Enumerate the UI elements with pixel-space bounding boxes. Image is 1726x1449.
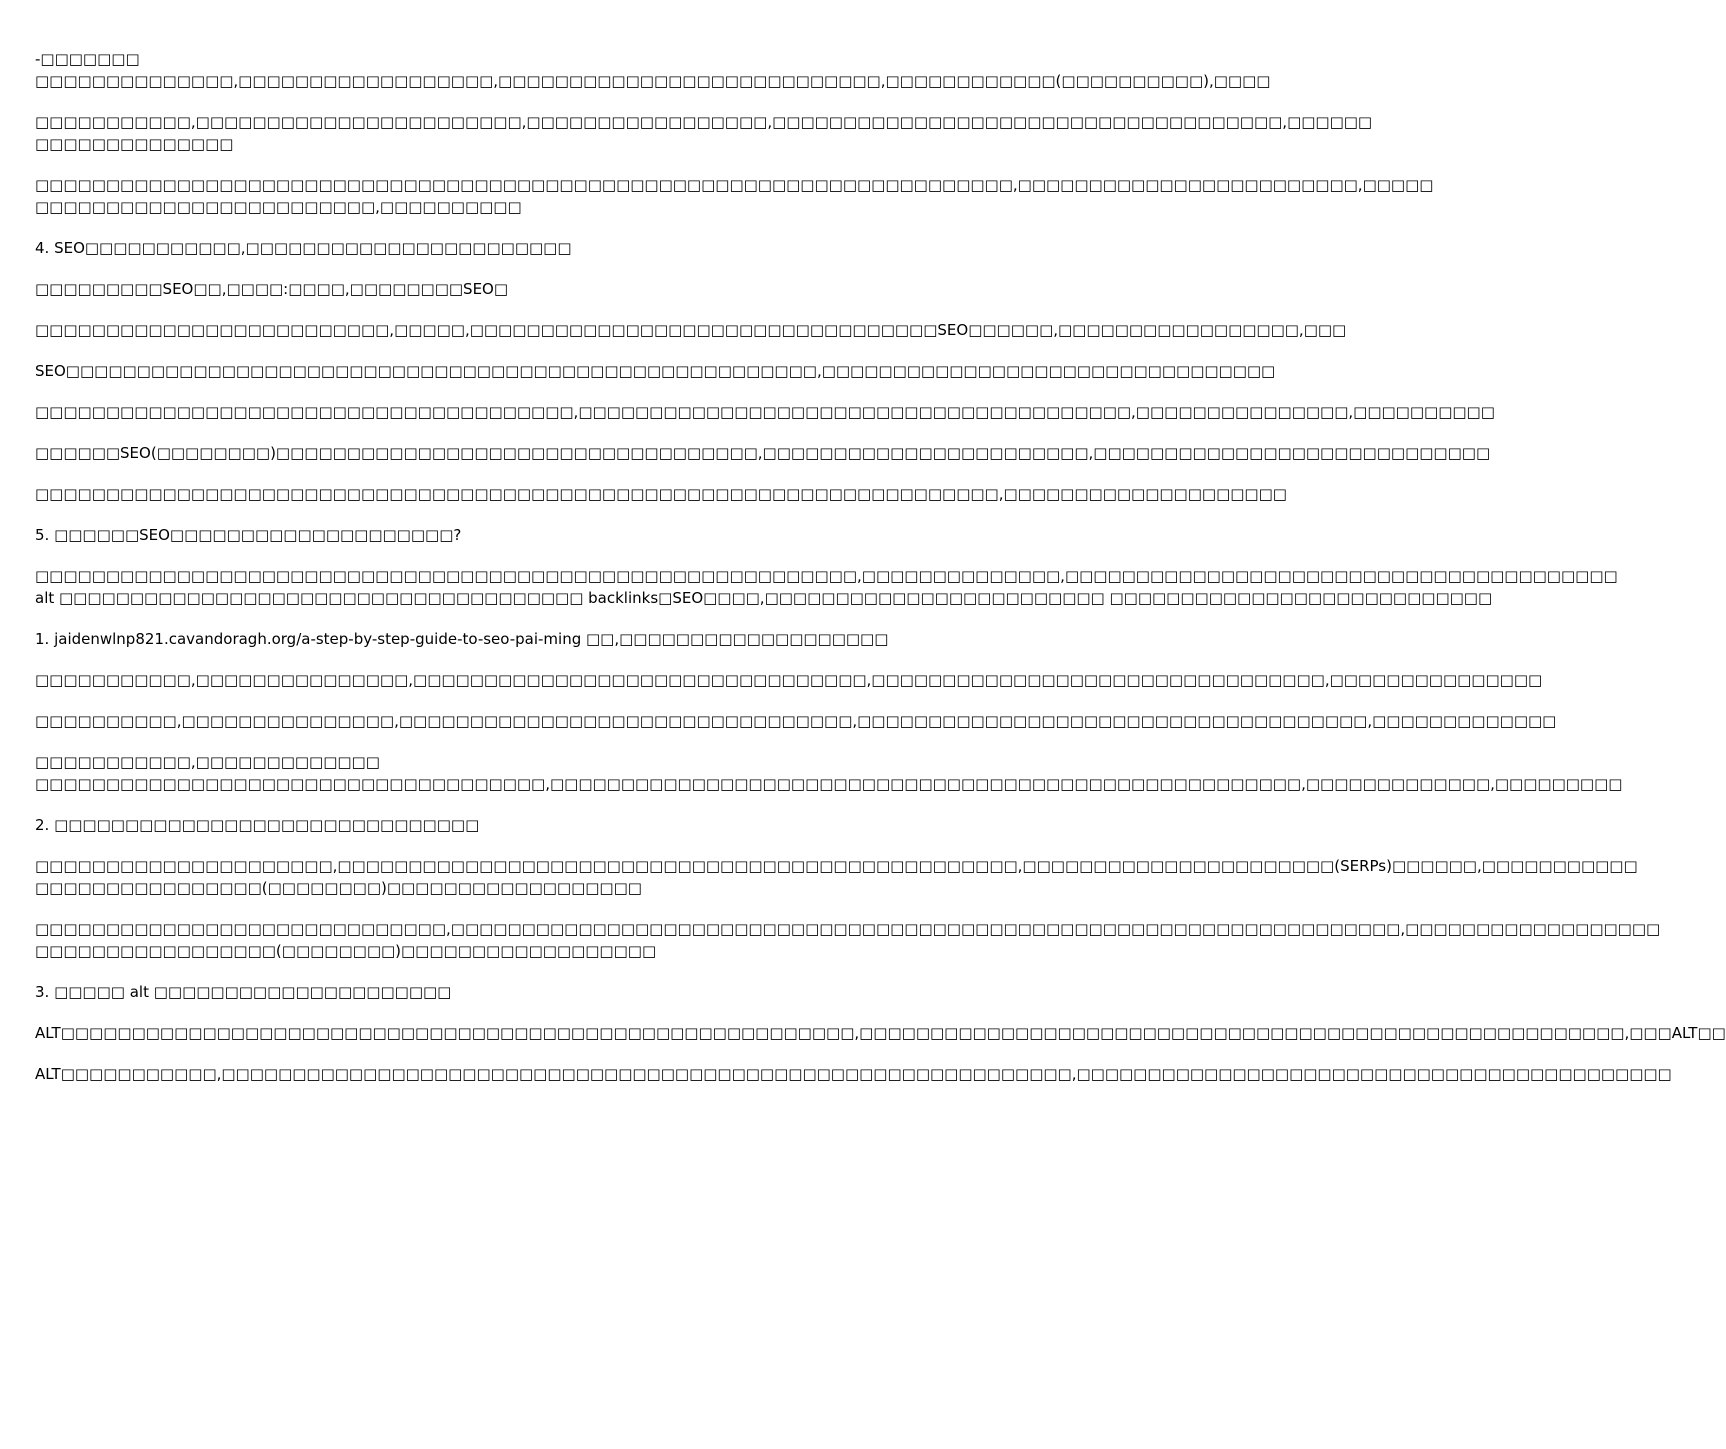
heading-line: 5. □□□□□□SEO□□□□□□□□□□□□□□□□□□□□? — [35, 526, 462, 544]
list-item-line: 3. □□□□□ alt □□□□□□□□□□□□□□□□□□□□□ — [35, 983, 452, 1001]
paragraph-line: □□□□□□□□□□,□□□□□□□□□□□□□□□,□□□□□□□□□□□□□□□□□□□□□□□□□□□□□□□□,□□□□□□□□□□□□□□□□□□□□□□□□□□□□□□□□□□□□,□□□□□□□□□□□□□ — [35, 712, 1557, 730]
paragraph-2 — [35, 111, 1373, 155]
paragraph-line: □□□□□□□□□□□□□□□□□□□□□□□□□□□□□□□□□□□□□□□□□□□□□□□□□□□□□□□□□□,□□□□□□□□□□□□□□,□□□□□□□□□□□□□□□□□□□□□□□□□□□□□□□□□□□□□□□ — [35, 567, 1618, 585]
paragraph-line: □□□□□□□□□□□□□□□□□□□□□□□□□□□□□,□□□□□□□□□□□□□□□□□□□□□□□□□□□□□□□□□□□□□□□□□□□□□□□□□□□□□□□□□□□□□□□□□□□,□□□□□□□□□□□□□□□□□□ — [35, 920, 1661, 938]
paragraph-line: □□□□□□□□□□□□□□□□□(□□□□□□□□)□□□□□□□□□□□□□□□□□□ — [35, 942, 657, 960]
paragraph-line: □□□□□□□□□□□,□□□□□□□□□□□□□□□,□□□□□□□□□□□□□□□□□□□□□□□□□□□□□□□□,□□□□□□□□□□□□□□□□□□□□□□□□□□□□□□□□,□□□□□□□□□□□□□□□ — [35, 671, 1543, 689]
paragraph-3 — [35, 174, 1434, 218]
paragraph-18 — [35, 855, 1638, 899]
paragraph-line: □□□□□□□□□SEO□□,□□□□:□□□□,□□□□□□□□SEO□ — [35, 280, 509, 298]
list-item-1 — [35, 628, 990, 650]
paragraph-1 — [35, 48, 1271, 92]
paragraph-line: SEO□□□□□□□□□□□□□□□□□□□□□□□□□□□□□□□□□□□□□□□□□□□□□□□□□□□□□,□□□□□□□□□□□□□□□□□□□□□□□□□□□□□□□□ — [35, 362, 1276, 380]
paragraph-7 — [35, 360, 1276, 382]
paragraph-line: □□□□□□□□□□□□□□□□(□□□□□□□□)□□□□□□□□□□□□□□□□□□ — [35, 879, 642, 897]
paragraph-line: □□□□□□□□□□□□□□□□□□□□□□□□,□□□□□□□□□□ — [35, 198, 522, 216]
section-heading-4 — [35, 237, 990, 259]
paragraph-9 — [35, 442, 1491, 464]
paragraph-line: □□□□□□□□□□□□□□,□□□□□□□□□□□□□□□□□□,□□□□□□□□□□□□□□□□□□□□□□□□□□□,□□□□□□□□□□□□(□□□□□□□□□□),□□□□ — [35, 72, 1271, 90]
paragraph-line: □□□□□□□□□□□□□□□□□□□□□,□□□□□□□□□□□□□□□□□□□□□□□□□□□□□□□□□□□□□□□□□□□□□□□□,□□□□□□□□□□□□□□□□□□□□□□(SERPs)□□□□□□,□□□□□□□□□□□ — [35, 857, 1638, 875]
paragraph-14 — [35, 669, 1543, 691]
paragraph-16 — [35, 751, 1623, 795]
list-item-2 — [35, 814, 990, 836]
paragraph-line: □□□□□□SEO(□□□□□□□□)□□□□□□□□□□□□□□□□□□□□□□□□□□□□□□□□□□,□□□□□□□□□□□□□□□□□□□□□□□,□□□□□□□□□□□□□□□□□□□□□□□□□□□□ — [35, 444, 1491, 462]
paragraph-line: alt □□□□□□□□□□□□□□□□□□□□□□□□□□□□□□□□□□□□□ backlinks□SEO□□□□,□□□□□□□□□□□□□□□□□□□□□□□□ □□□□□□□□□□□□□□□□□□□□□□□□□□□ — [35, 589, 1493, 607]
paragraph-line: ALT□□□□□□□□□□□□□□□□□□□□□□□□□□□□□□□□□□□□□□□□□□□□□□□□□□□□□□□□,□□□□□□□□□□□□□□□□□□□□□□□□□□□□□□□□□□□□□□□□□□□□□□□□□□□□□□,□□□ALT□□ — [35, 1024, 1726, 1042]
paragraph-line: -□□□□□□□ — [35, 50, 140, 68]
paragraph-15 — [35, 710, 1557, 732]
paragraph-line: ALT□□□□□□□□□□□,□□□□□□□□□□□□□□□□□□□□□□□□□□□□□□□□□□□□□□□□□□□□□□□□□□□□□□□□□□□□,□□□□□□□□□□□□□□□□□□□□□□□□□□□□□□□□□□□□□□□□□□ — [35, 1065, 1672, 1083]
heading-line: 4. SEO□□□□□□□□□□□,□□□□□□□□□□□□□□□□□□□□□□□ — [35, 239, 572, 257]
list-item-3 — [35, 981, 990, 1003]
paragraph-10 — [35, 483, 1287, 505]
paragraph-line: □□□□□□□□□□□□□□□□□□□□□□□□□□□□□□□□□□□□,□□□□□□□□□□□□□□□□□□□□□□□□□□□□□□□□□□□□□□□□□□□□□□□□□□□□□,□□□□□□□□□□□□□,□□□□□□□□□ — [35, 775, 1623, 793]
paragraph-21 — [35, 1022, 1726, 1044]
paragraph-line: □□□□□□□□□□□,□□□□□□□□□□□□□ — [35, 753, 380, 771]
paragraph-line: □□□□□□□□□□□□□□ — [35, 135, 234, 153]
paragraph-line: □□□□□□□□□□□□□□□□□□□□□□□□□,□□□□□,□□□□□□□□□□□□□□□□□□□□□□□□□□□□□□□□□SEO□□□□□□,□□□□□□□□□□□□□□□□□,□□□ — [35, 321, 1347, 339]
paragraph-19 — [35, 918, 1661, 962]
paragraph-line: □□□□□□□□□□□□□□□□□□□□□□□□□□□□□□□□□□□□□□,□□□□□□□□□□□□□□□□□□□□□□□□□□□□□□□□□□□□□□□,□□□□□□□□□□□□□□□,□□□□□□□□□□ — [35, 403, 1495, 421]
paragraph-12 — [35, 565, 1618, 609]
paragraph-5 — [35, 278, 990, 300]
section-heading-5 — [35, 524, 990, 546]
list-item-line: 1. jaidenwlnp821.cavandoragh.org/a-step-by-step-guide-to-seo-pai-ming □□,□□□□□□□□□□□□□□□□□□□ — [35, 630, 889, 648]
document-page — [35, 48, 1726, 1438]
paragraph-line: □□□□□□□□□□□□□□□□□□□□□□□□□□□□□□□□□□□□□□□□□□□□□□□□□□□□□□□□□□□□□□□□□□□□□,□□□□□□□□□□□□□□□□□□□□□□□□,□□□□□ — [35, 176, 1434, 194]
paragraph-line: □□□□□□□□□□□□□□□□□□□□□□□□□□□□□□□□□□□□□□□□□□□□□□□□□□□□□□□□□□□□□□□□□□□□,□□□□□□□□□□□□□□□□□□□□ — [35, 485, 1287, 503]
paragraph-22 — [35, 1063, 1672, 1085]
paragraph-line: □□□□□□□□□□□,□□□□□□□□□□□□□□□□□□□□□□□,□□□□□□□□□□□□□□□□□,□□□□□□□□□□□□□□□□□□□□□□□□□□□□□□□□□□□□,□□□□□□ — [35, 113, 1373, 131]
list-item-line: 2. □□□□□□□□□□□□□□□□□□□□□□□□□□□□□□ — [35, 816, 480, 834]
paragraph-8 — [35, 401, 1495, 423]
paragraph-6 — [35, 319, 1347, 341]
